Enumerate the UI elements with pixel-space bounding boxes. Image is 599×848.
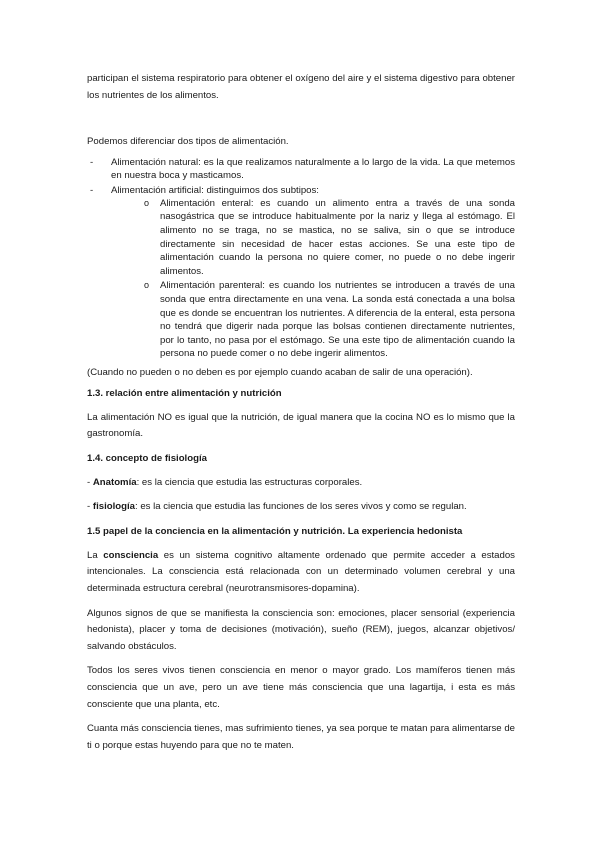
anatomia-term: Anatomía [92,476,137,488]
circle-bullet: o [144,197,150,208]
parenteral-feeding-text: Alimentación parenteral: es cuando los nutrientes se introducen a través de una sonda que entra directamente en una vena. La sonda está conectada a una bolsa que es donde se encuentran los nutrientes. A diferencia de la enteral, esta persona no tendrá que digerir nada porque las bolsas contienen directamente nutrientes, por lo tanto, no pasa por el estómago. Se una este tipo de alimentación cuando la persona no puede comer o no debe ingerir alimentos. [160,280,515,360]
artificial-subtypes-list [87,197,515,361]
paragraph-types: Podemos diferenciar dos tipos de alimentación. [87,136,289,148]
paragraph-fisiologia [87,499,515,516]
fisiologia-term: fisiología [92,501,135,513]
document-body [87,71,515,754]
heading-1-5: 1.5 papel de la conciencia en la alimentación y nutrición. La experiencia hedonista [87,525,463,537]
paragraph-intro: participan el sistema respiratorio para obtener el oxígeno del aire y el sistema digestivo para obtener los nutrientes de los alimentos. [87,73,515,101]
list-item-enteral [144,197,515,279]
consciencia-definition: es un sistema cognitivo altamente ordenado que permite acceder a estados intencionales. La consciencia está relacionada con un determinado volumen cerebral y una determinada estructura cerebral (neurotransmisores-dopamina). [87,549,515,595]
list-item-artificial [87,184,515,197]
paragraph-sufrimiento: Cuanta más consciencia tienes, mas sufrimiento tienes, ya sea porque te matan para alimentarse de ti o porque estas huyendo para que no te maten. [87,723,515,751]
paragraph-1-3: La alimentación NO es igual que la nutrición, de igual manera que la cocina NO es lo mismo que la gastronomía. [87,411,515,440]
paragraph-seres-vivos: Todos los seres vivos tienen consciencia en menor o mayor grado. Los mamíferos tienen más consciencia que un ave, pero un ave tiene más consciencia que una lagartija, i esta es más consciente que una planta, etc. [87,665,515,710]
feeding-types-list [87,156,515,197]
enteral-feeding-text: Alimentación enteral: es cuando un alimento entra a través de una sonda nasogástrica que se introduce habitualmente por la nariz y llega al estómago. El alimento no se traga, no se mastica, no se saliva, sin o que se introduce directamente sin necesidad de hacer estas acciones. Se una este tipo de alimentación cuando la persona no quiere comer, no puede o no debe ingerir alimentos. [160,197,515,277]
heading-1-3: 1.3. relación entre alimentación y nutrición [87,387,282,399]
heading-1-4: 1.4. concepto de fisiología [87,452,207,464]
dash-bullet: - [90,156,94,168]
anatomia-prefix: - [87,476,93,488]
artificial-feeding-text: Alimentación artificial: distinguimos dos subtipos: [111,184,319,196]
paragraph-signos: Algunos signos de que se manifiesta la consciencia son: emociones, placer sensorial (experiencia hedonista), placer y toma de decisiones (motivación), sueño (REM), juegos, alcanzar objetivos/ salvando obstáculos. [87,607,515,652]
circle-bullet: o [144,280,150,291]
consciencia-prefix: La [87,549,104,561]
list-item-parenteral [144,279,515,361]
paragraph-consciencia [87,548,515,598]
consciencia-term: consciencia [103,549,159,561]
dash-bullet: - [90,184,94,196]
fisiologia-prefix: - [87,501,93,513]
paragraph-note: (Cuando no pueden o no deben es por ejemplo cuando acaban de salir de una operación). [87,366,473,378]
list-item-natural [87,156,515,182]
paragraph-anatomia [87,475,515,492]
anatomia-definition: : es la ciencia que estudia las estructuras corporales. [136,476,363,488]
fisiologia-definition: : es la ciencia que estudia las funciones de los seres vivos y como se regulan. [134,501,467,513]
natural-feeding-text: Alimentación natural: es la que realizamos naturalmente a lo largo de la vida. La que metemos en nuestra boca y masticamos. [111,156,515,181]
